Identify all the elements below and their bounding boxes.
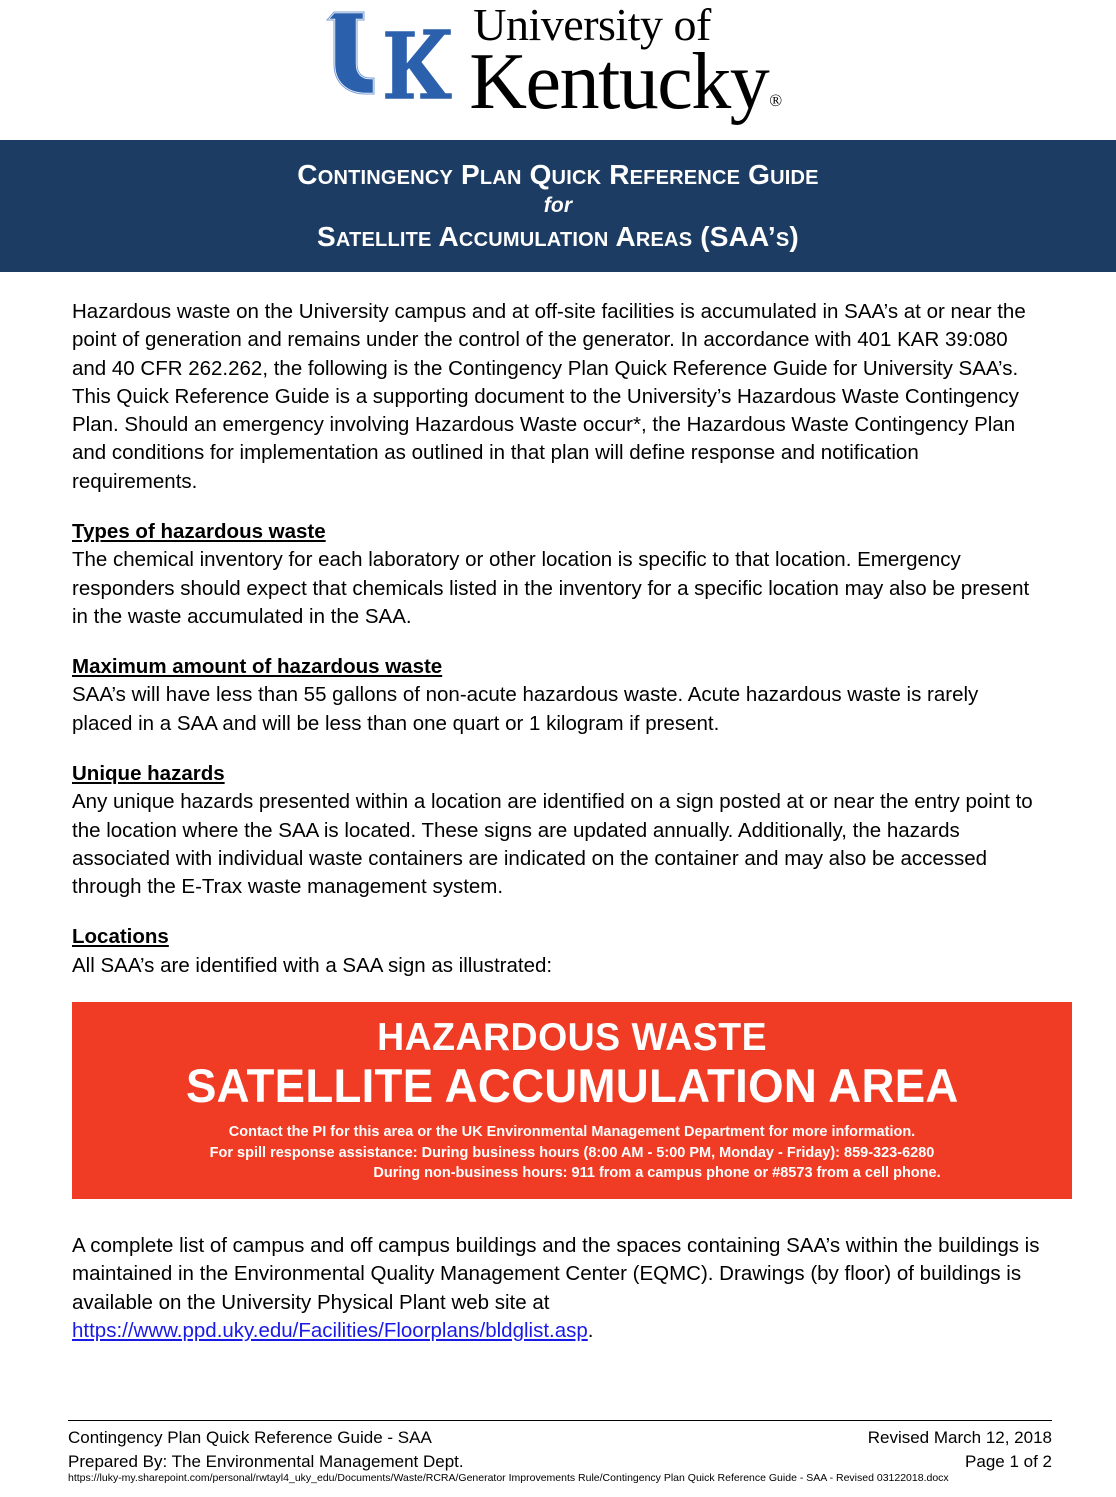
intro-paragraph: Hazardous waste on the University campus and at off-site facilities is accumulated in SAA’s at or near the point of generation and remains under the control of the generator. In accordance with 401 KAR 39:080 and 40 CFR 262.262, the following is the Contingency Plan Quick Reference Guide for University SAA’s. This Quick Reference Guide is a supporting document to the University’s Hazardous Waste Contingency Plan. Should an emergency involving Hazardous Waste occur*, the Hazardous Waste Contingency Plan and conditions for implementation as outlined in that plan will define response and notification requirements. [72, 300, 1026, 493]
saa-sign-image [72, 1002, 1072, 1199]
footer-divider [68, 1420, 1052, 1421]
footer-prepared-by: Prepared By: The Environmental Management Dept. [68, 1452, 464, 1472]
sign-headline: HAZARDOUS WASTE [377, 1016, 767, 1059]
section-heading: Types of hazardous waste [72, 519, 326, 543]
locations-detail-period: . [587, 1318, 594, 1342]
section-locations [72, 923, 1040, 951]
section-heading: Unique hazards [72, 761, 225, 785]
sign-fine-print [72, 1122, 1072, 1184]
section-paragraph: The chemical inventory for each laboratory or other location is specific to that location. Emergency responders should expect that chemicals listed in the inventory for a specific location may also be present in the waste accumulated in the SAA. [72, 548, 1030, 628]
section-paragraph: All SAA’s are identified with a SAA sign as illustrated: [72, 953, 553, 977]
footer-document-title: Contingency Plan Quick Reference Guide - SAA [68, 1428, 432, 1447]
sign-subheadline: SATELLITE ACCUMULATION AREA [185, 1058, 959, 1112]
section-paragraph: Any unique hazards presented within a location are identified on a sign posted at or near the entry point to the location where the SAA is located. These signs are updated annually. Additionally, the hazards associated with individual waste containers are indicated on the container and may also be accessed through the E-Trax waste management system. [72, 790, 1033, 899]
section-types-of-hazardous-waste [72, 518, 1040, 546]
document-body [72, 298, 1040, 980]
spacer [72, 738, 1040, 760]
footer-row-2 [68, 1450, 1052, 1474]
floorplans-link[interactable]: https://www.ppd.uky.edu/Facilities/Floorplans/bldglist.asp [72, 1318, 588, 1342]
university-logo-block [0, 0, 1116, 131]
sign-fine-line-3: During non-business hours: 911 from a campus phone or #8573 from a cell phone. [373, 1165, 941, 1182]
registered-trademark-icon: ® [769, 91, 781, 110]
wordmark-line-1: University of [473, 0, 711, 50]
locations-detail-text: A complete list of campus and off campus buildings and the spaces containing SAA’s within the buildings is maintained in the Environmental Quality Management Center (EQMC). Drawings (by floor) of buildings is available on the University Physical Plant web site at [72, 1234, 1040, 1314]
locations-detail-paragraph [72, 1232, 1040, 1345]
university-wordmark [469, 0, 781, 126]
uk-interlocking-logo-icon [320, 6, 455, 118]
spacer [72, 631, 1040, 653]
title-banner [0, 140, 1116, 272]
section-maximum-amount-of-hazardous-waste [72, 653, 1040, 681]
section-heading: Locations [72, 925, 169, 949]
logo-inner [320, 0, 781, 126]
spacer [72, 901, 1040, 923]
footer-revision-date: Revised March 12, 2018 [867, 1428, 1052, 1447]
footer-row-1 [68, 1426, 1052, 1450]
sign-fine-line-1: Contact the PI for this area or the UK Environmental Management Department for more information. [228, 1124, 916, 1141]
section-paragraph: SAA’s will have less than 55 gallons of non-acute hazardous waste. Acute hazardous waste is rarely placed in a SAA and will be less than one quart or 1 kilogram if present. [72, 683, 979, 735]
section-unique-hazards [72, 760, 1040, 788]
banner-for-label: for [543, 193, 573, 217]
section-heading: Maximum amount of hazardous waste [72, 655, 443, 679]
spacer [72, 496, 1040, 518]
footer-page-number: Page 1 of 2 [965, 1452, 1052, 1472]
banner-subtitle: Satellite Accumulation Areas (SAA’s) [317, 221, 799, 253]
page-footer [68, 1426, 1052, 1474]
sign-fine-line-2: For spill response assistance: During business hours (8:00 AM - 5:00 PM, Monday - Friday): 859-323-6280 [209, 1144, 935, 1161]
banner-title: Contingency Plan Quick Reference Guide [297, 158, 819, 190]
footer-file-path: https://luky-my.sharepoint.com/personal/rwtayl4_uky_edu/Documents/Waste/RCRA/Generator Improvements Rule/Contingency Plan Quick Reference Guide - SAA - Revised 03122018.docx [68, 1472, 949, 1484]
wordmark-line-2: Kentucky® [469, 38, 781, 126]
